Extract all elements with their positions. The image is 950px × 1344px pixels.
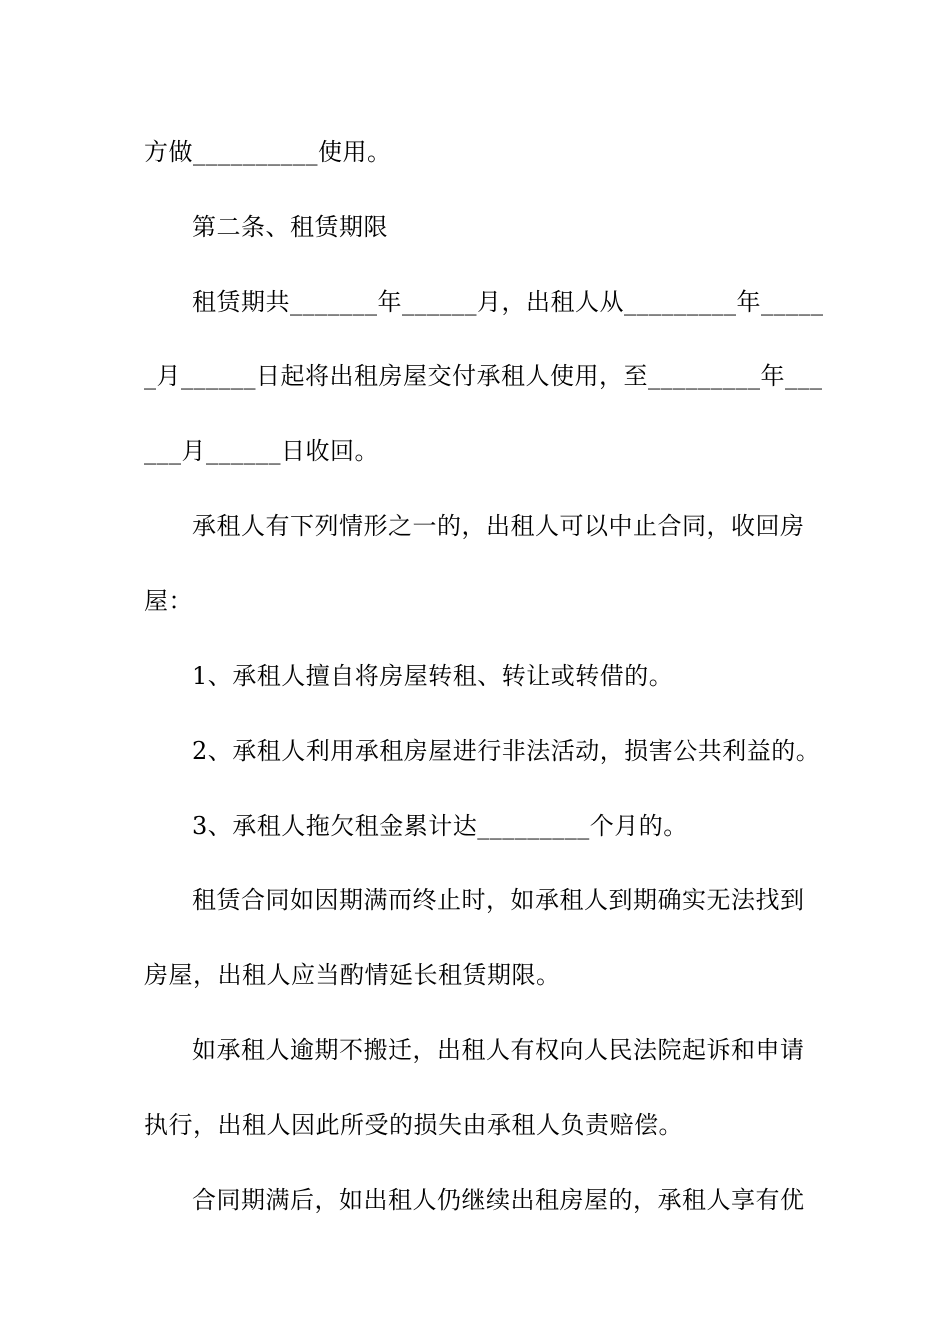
termination-conditions-intro: 承租人有下列情形之一的，出租人可以中止合同，收回房 — [192, 512, 805, 540]
condition-item-2: 2、承租人利用承租房屋进行非法活动，损害公共利益的。 — [192, 737, 821, 765]
lease-term-paragraph-line-3: ___月______日收回。 — [144, 437, 379, 465]
condition-item-3: 3、承租人拖欠租金累计达_________个月的。 — [192, 812, 688, 840]
overdue-eviction-paragraph: 如承租人逾期不搬迁，出租人有权向人民法院起诉和申请 — [192, 1036, 805, 1064]
expiry-extension-paragraph: 租赁合同如因期满而终止时，如承租人到期确实无法找到 — [192, 886, 805, 914]
overdue-eviction-paragraph-line-2: 执行，出租人因此所受的损失由承租人负责赔偿。 — [144, 1111, 683, 1139]
section-heading-article-2: 第二条、租赁期限 — [192, 213, 388, 241]
text-line-continuation: 方做__________使用。 — [144, 138, 392, 166]
expiry-extension-paragraph-line-2: 房屋，出租人应当酌情延长租赁期限。 — [144, 961, 561, 989]
lease-term-paragraph-line-2: _月______日起将出租房屋交付承租人使用，至_________年___ — [144, 362, 823, 390]
condition-item-1: 1、承租人擅自将房屋转租、转让或转借的。 — [192, 662, 674, 690]
renewal-priority-paragraph: 合同期满后，如出租人仍继续出租房屋的，承租人享有优 — [192, 1186, 805, 1214]
lease-term-paragraph: 租赁期共_______年______月，出租人从_________年_____ — [192, 288, 824, 316]
termination-conditions-intro-line-2: 屋： — [144, 587, 193, 615]
